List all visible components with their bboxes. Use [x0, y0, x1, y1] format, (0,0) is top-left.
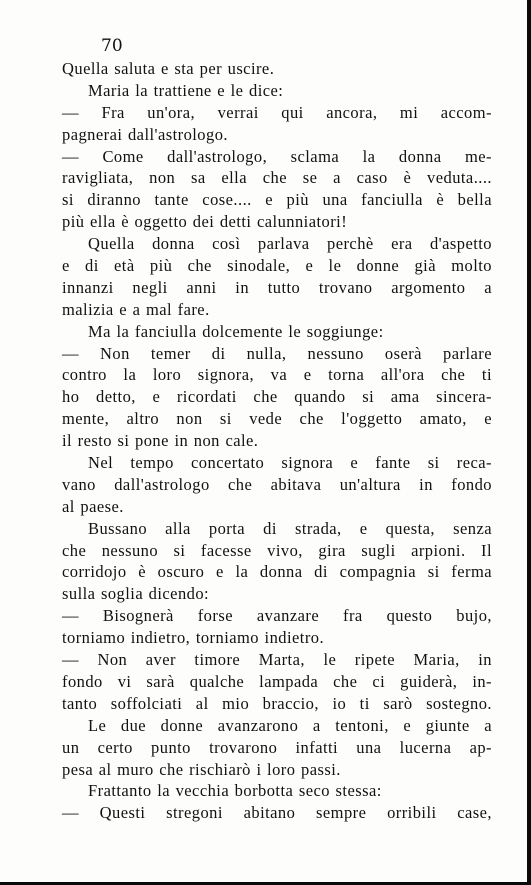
- text-line: — Bisognerà forse avanzare fra questo bujo,: [62, 606, 492, 626]
- text-line: un certo punto trovarono infatti una lucerna ap-: [62, 737, 492, 757]
- text-line: Frattanto la vecchia borbotta seco stessa:: [88, 781, 382, 801]
- text-line: che nessuno si facesse vivo, gira sugli arpioni. Il: [62, 540, 492, 560]
- text-line: si diranno tante cose.... e più una fanciulla è bella: [62, 190, 492, 210]
- text-line: fondo vi sarà qualche lampada che ci guiderà, in-: [62, 671, 492, 691]
- text-line: contro la loro signora, va e torna all'ora che ti: [62, 365, 492, 385]
- text-line: — Non temer di nulla, nessuno oserà parlare: [62, 343, 492, 363]
- text-line: pagnerai dall'astrologo.: [62, 124, 228, 144]
- text-line: corridojo è oscuro e la donna di compagnia si ferma: [62, 562, 492, 582]
- text-line: — Questi stregoni abitano sempre orribili case,: [62, 803, 492, 823]
- text-line: Quella saluta e sta per uscire.: [62, 59, 275, 78]
- text-line: — Come dall'astrologo, sclama la donna me-: [62, 146, 492, 166]
- text-line: tanto soffolciati al mio braccio, io ti sarò sostegno.: [62, 693, 492, 713]
- body-text: [62, 58, 492, 824]
- text-line: il resto si pone in non cale.: [62, 431, 259, 451]
- text-line: innanzi negli anni in tutto trovano argomento a: [62, 277, 492, 297]
- text-line: malizia e a mal fare.: [62, 299, 210, 319]
- text-line: mente, altro non si vede che l'oggetto amato, e: [62, 409, 492, 429]
- text-line: Nel tempo concertato signora e fante si reca-: [88, 453, 492, 473]
- text-line: vano dall'astrologo che abitava un'altura in fondo: [62, 474, 492, 494]
- text-line: Maria la trattiene e le dice:: [88, 80, 284, 100]
- text-line: Bussano alla porta di strada, e questa, senza: [88, 518, 492, 538]
- text-line: — Fra un'ora, verrai qui ancora, mi accom-: [62, 102, 492, 122]
- text-line: ravigliata, non sa ella che se a caso è veduta....: [62, 168, 492, 188]
- text-line: — Non aver timore Marta, le ripete Maria, in: [62, 650, 492, 670]
- text-line: al paese.: [62, 496, 124, 516]
- text-line: Le due donne avanzarono a tentoni, e giunte a: [88, 715, 492, 735]
- text-line: pesa al muro che rischiarò i loro passi.: [62, 759, 341, 779]
- text-line: Ma la fanciulla dolcemente le soggiunge:: [88, 321, 384, 341]
- text-line: più ella è oggetto dei detti calunniatori!: [62, 212, 348, 232]
- page-number: 70: [101, 36, 123, 56]
- text-line: e di età più che sinodale, e le donne già molto: [62, 256, 492, 276]
- scan-edge-right: [527, 0, 531, 885]
- text-line: torniamo indietro, torniamo indietro.: [62, 628, 325, 648]
- text-line: sulla soglia dicendo:: [62, 584, 210, 604]
- text-line: ho detto, e ricordati che quando si ama sincera-: [62, 387, 492, 407]
- text-line: Quella donna così parlava perchè era d'aspetto: [88, 234, 492, 254]
